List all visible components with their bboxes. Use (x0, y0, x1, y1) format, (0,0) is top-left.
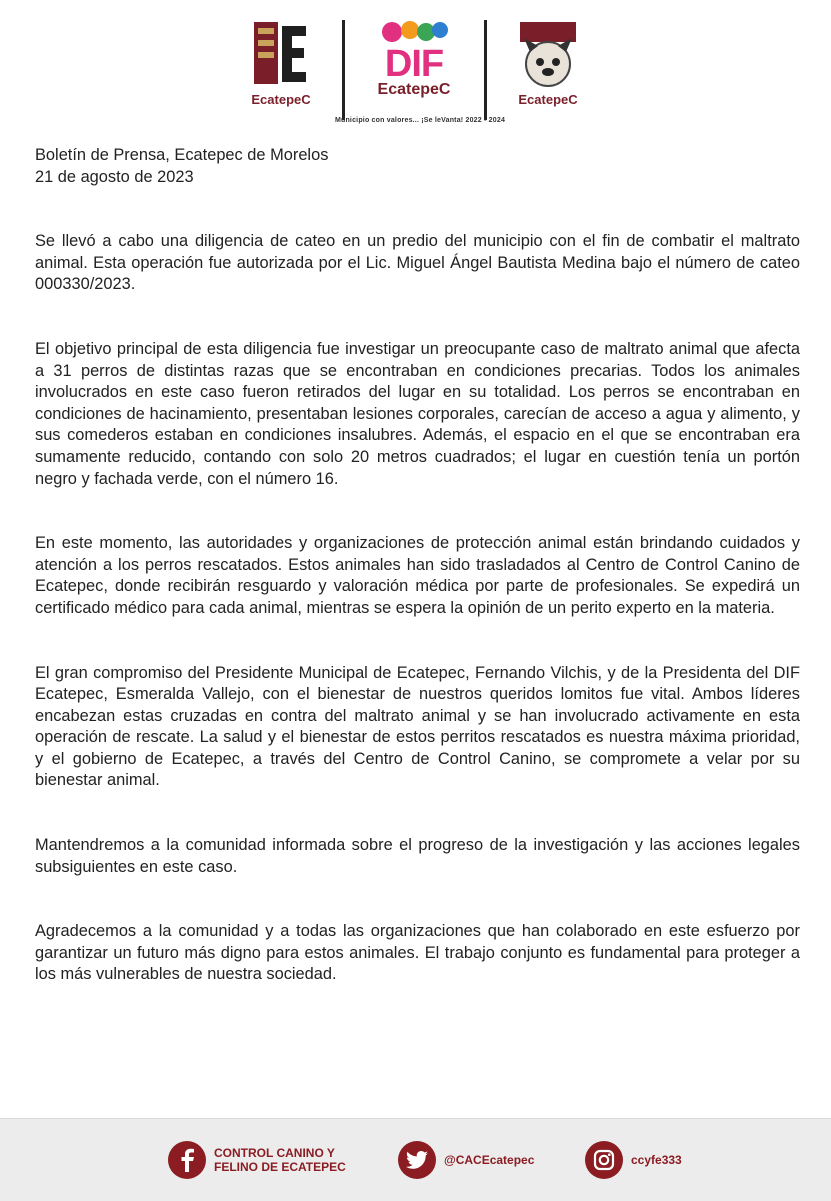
paragraph-4: El gran compromiso del Presidente Municipal de Ecatepec, Fernando Vilchis, y de la Presidenta del DIF Ecatepec, Esmeralda Vallejo, con el bienestar de nuestros queridos lomitos fue vital. Ambos líderes encabezan estas cruzadas en contra del maltrato animal y se han involucrado activamente en esta operación de rescate. La salud y el bienestar de estos perritos rescatados es nuestra máxima prioridad, y el gobierno de Ecatepec, a través del Centro de Control Canino, se compromete a velar por su bienestar animal. (35, 663, 800, 790)
facebook-icon[interactable] (168, 1141, 206, 1179)
ecatepec-glyph-icon (250, 18, 312, 92)
paragraph-3: En este momento, las autoridades y organizaciones de protección animal están brindando cuidados y atención a los perros rescatados. Estos animales han sido trasladados al Centro de Control Canino de Ecatepec, donde recibirán resguardo y valoración médica por parte de profesionales. Se expedirá un certificado médico para cada animal, mientras se espera la opinión de un perito experto en la materia. (35, 534, 800, 617)
logo-right-text: EcatepeC (518, 92, 578, 107)
twitter-icon[interactable] (398, 1141, 436, 1179)
dog-icon (516, 18, 580, 92)
instagram-handle: ccyfe333 (631, 1153, 682, 1167)
letterhead (0, 0, 831, 140)
date-line: 21 de agosto de 2023 (35, 167, 194, 186)
paragraph-6: Agradecemos a la comunidad y a todas las organizaciones que han colaborado en este esfuerzo por garantizar un futuro más digno para estos animales. El trabajo conjunto es fundamental para proteger a los más vulnerables de nuestra sociedad. (35, 922, 800, 984)
logo-row (250, 18, 580, 118)
paragraph-1: Se llevó a cabo una diligencia de cateo en un predio del municipio con el fin de combatir el maltrato animal. Esta operación fue autorizada por el Lic. Miguel Ángel Bautista Medina bajo el número de cateo 000330/2023. (35, 232, 800, 294)
canine-center-logo (516, 18, 580, 107)
logo-divider (342, 20, 345, 120)
dif-subtitle: EcatepeC (377, 81, 451, 98)
facebook-line-2: FELINO DE ECATEPEC (214, 1160, 346, 1174)
facebook-item[interactable] (168, 1141, 346, 1179)
logo-left-text: EcatepeC (251, 92, 311, 107)
place-line: Boletín de Prensa, Ecatepec de Morelos (35, 146, 329, 164)
instagram-icon[interactable] (585, 1141, 623, 1179)
logo-divider (484, 20, 487, 120)
dif-logo (374, 18, 454, 98)
facebook-label (214, 1146, 346, 1174)
paragraph-5: Mantendremos a la comunidad informada sobre el progreso de la investigación y las acciones legales subsiguientes en este caso. (35, 836, 800, 876)
press-release-body (35, 145, 800, 986)
ecatepec-logo (250, 18, 312, 107)
dif-title: DIF (384, 43, 444, 85)
instagram-item[interactable] (585, 1141, 682, 1179)
dif-figure-icon (374, 18, 454, 46)
twitter-item[interactable] (398, 1141, 534, 1179)
paragraph-2: El objetivo principal de esta diligencia fue investigar un preocupante caso de maltrato animal que afecta a 31 perros de distintas razas que se encontraban en condiciones precarias. Todos los animales involucrados en este caso fueron retirados del lugar en su totalidad. Los perros se encontraban en condiciones de hacinamiento, presentaban lesiones corporales, carecían de acceso a agua y alimento, y sus comederos estaban en condiciones insalubres. Además, el espacio en el que se encontraban era sumamente reducido, contando con solo 20 metros cuadrados; el lugar en cuestión tenía un portón negro y fachada verde, con el número 16. (35, 339, 800, 488)
twitter-handle: @CACEcatepec (444, 1153, 535, 1167)
social-footer (0, 1118, 831, 1201)
facebook-line-1: CONTROL CANINO Y (214, 1146, 335, 1160)
motto: Municipio con valores... ¡Se leVanta! 2022 - 2024 (334, 117, 506, 124)
